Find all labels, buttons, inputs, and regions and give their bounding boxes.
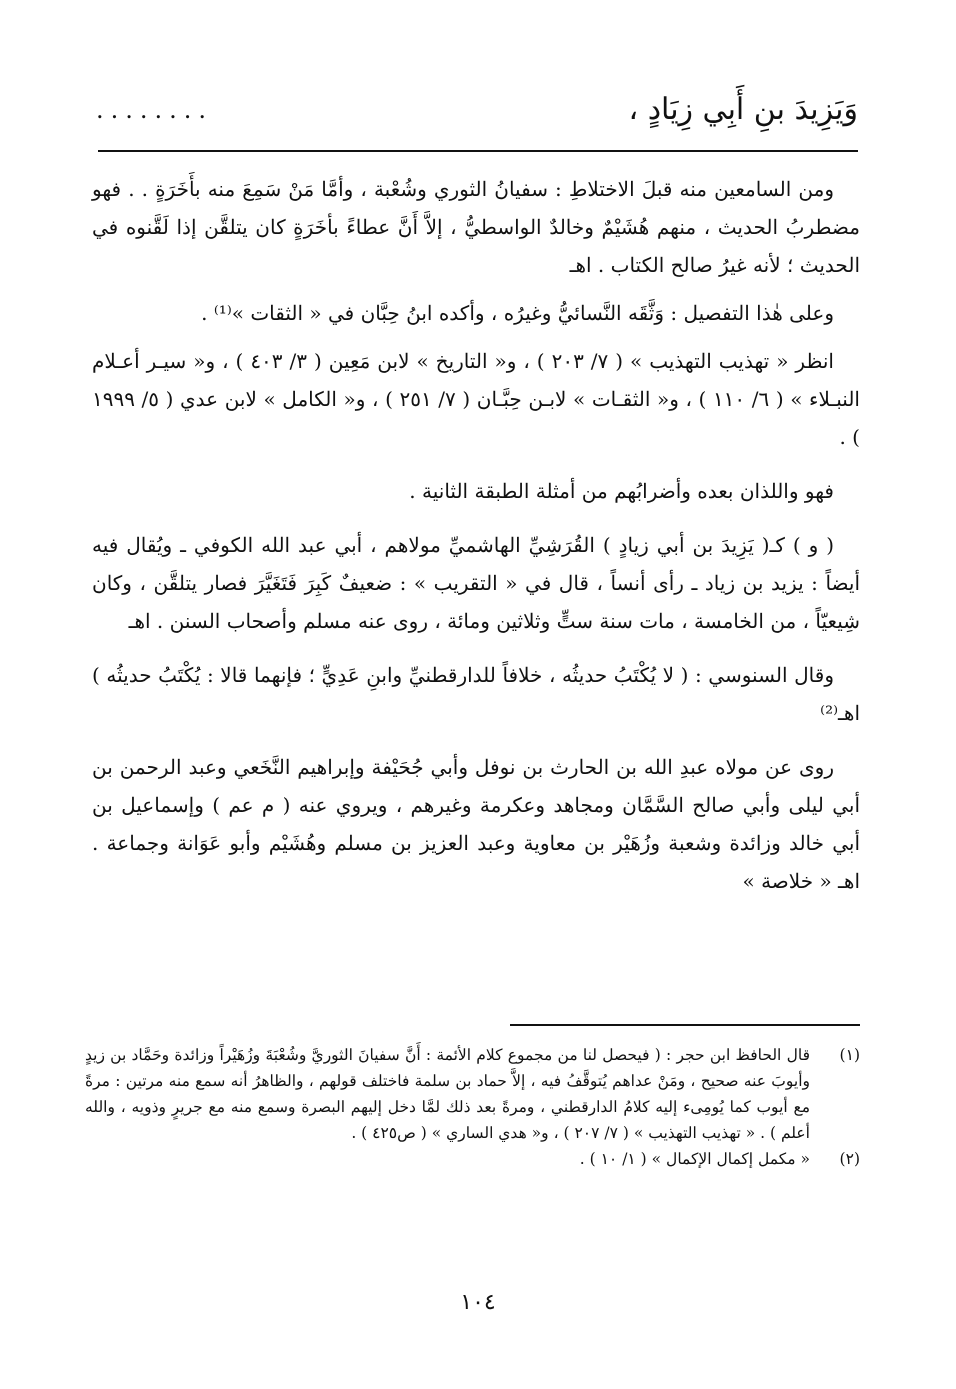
main-text xyxy=(92,170,860,916)
running-head-title: وَيَزِيدَ بنِ أَبِي زِيَادٍ ، xyxy=(628,92,858,127)
footnote xyxy=(85,1146,860,1172)
footnote-number: (١) xyxy=(839,1046,860,1064)
footnote-text: قال الحافظ ابن حجر : ( فيحصل لنا من مجموع كلام الأئمة : أَنَّ سفيانَ الثوريَّ وشُعْبَةَ وزُهَيْراً وزائدة وحَمَّاد بن زيدٍ وأيوبَ عنه صحيح ، ومَنْ عداهم يُتوقَّفُ فيه ، إلاَّ حماد بن سلمة فاختلف قولهم ، والظاهرُ أنه سمع منه مرتين : مرةً مع أيوب كما يُومِىء إليه كلامُ الدارقطني ، ومرةً بعد ذلك لمَّا دخل إليهم البصرة وسمع منه مع جريرٍ وذويه ، والله أعلم ) . « تهذيب التهذيب » ( ٧/ ٢٠٧ ) ، و« هدي الساري » ( ص٤٢٥ ) . xyxy=(85,1046,810,1142)
page-number: ١٠٤ xyxy=(460,1290,496,1315)
paragraph: ومن السامعين منه قبلَ الاختلاطِ : سفيانُ الثوري وشُعْبة ، وأمَّا مَنْ سَمِعَ منه بأَخَرَةٍ . . فهو مضطربُ الحديث ، منهم هُشَيْمٌ وخالدٌ الواسطيُّ ، إلاَّ أَنَّ عطاءً بأخَرَةٍ كان يتلقَّن إذا لَقَّنوه في الحديث ؛ لأنه غيرُ صالح الكتاب . اهـ xyxy=(92,177,860,277)
paragraph: وقال السنوسي : ( لا يُكْتَبُ حديثُه ، خلافاً للدارقطنيِّ وابنِ عَدِيٍّ ؛ فإنهما قالا : يُكْتَبُ حديثُه ) اهـ⁽²⁾ xyxy=(92,663,860,725)
footnote-number: (٢) xyxy=(839,1150,860,1168)
running-head-dots: ........ xyxy=(96,96,214,124)
paragraph: انظر « تهذيب التهذيب » ( ٧/ ٢٠٣ ) ، و« التاريخ » لابن مَعِين ( ٣/ ٤٠٣ ) ، و« سيـر أعـلام النبـلاء » ( ٦/ ١١٠ ) ، و« الثقـات » لابـن حِبَّـان ( ٧/ ٢٥١ ) ، و« الكامل » لابن عدي ( ٥/ ١٩٩٩ ) . xyxy=(92,349,860,449)
footnotes xyxy=(85,1042,860,1172)
footnote-divider xyxy=(510,1024,860,1026)
footnote-text: « مكمل إكمال الإكمال » ( ١/ ١٠ ) . xyxy=(579,1150,810,1168)
paragraph: فهو واللذان بعده وأضرابُهم من أمثلة الطبقة الثانية . xyxy=(409,479,834,503)
paragraph: ( و ) كـ( يَزِيدَ بن أبي زيادٍ ) القُرَشِيِّ الهاشميِّ مولاهم ، أبي عبد الله الكوفي ـ ويُقال فيه أيضاً : يزيد بن زياد ـ رأى أنساً ، قال في « التقريب » : ضعيفٌ كَبِرَ فَتَغَيَّرَ فصار يتلقَّن ، وكان شِيعيّاً ، من الخامسة ، مات سنة ستٍّ وثلاثين ومائة ، روى عنه مسلم وأصحاب السنن . اهـ xyxy=(92,533,860,633)
footnote xyxy=(85,1042,860,1146)
running-head xyxy=(96,88,858,132)
paragraph: روى عن مولاه عبدِ الله بن الحارث بن نوفل وأبي جُحَيْفة وإبراهيم النَّخَعي وعبد الرحمن بن أبي ليلى وأبي صالح السَّمَّان ومجاهد وعكرمة وغيرهم ، ويروي عنه ( م عم ) وإسماعيل بن أبي خالد وزائدة وشعبة وزُهَيْر بن معاوية وعبد العزيز بن مسلم وهُشَيْم وأبو عَوَانة وجماعة . اهـ « خلاصة » xyxy=(92,755,860,893)
paragraph: وعلى هٰذا التفصيل : وَثَّقَه النَّسائيُّ وغيرُه ، وأكده ابنُ حِبَّان في « الثقات »⁽¹⁾ . xyxy=(201,301,834,325)
header-divider xyxy=(98,150,858,152)
